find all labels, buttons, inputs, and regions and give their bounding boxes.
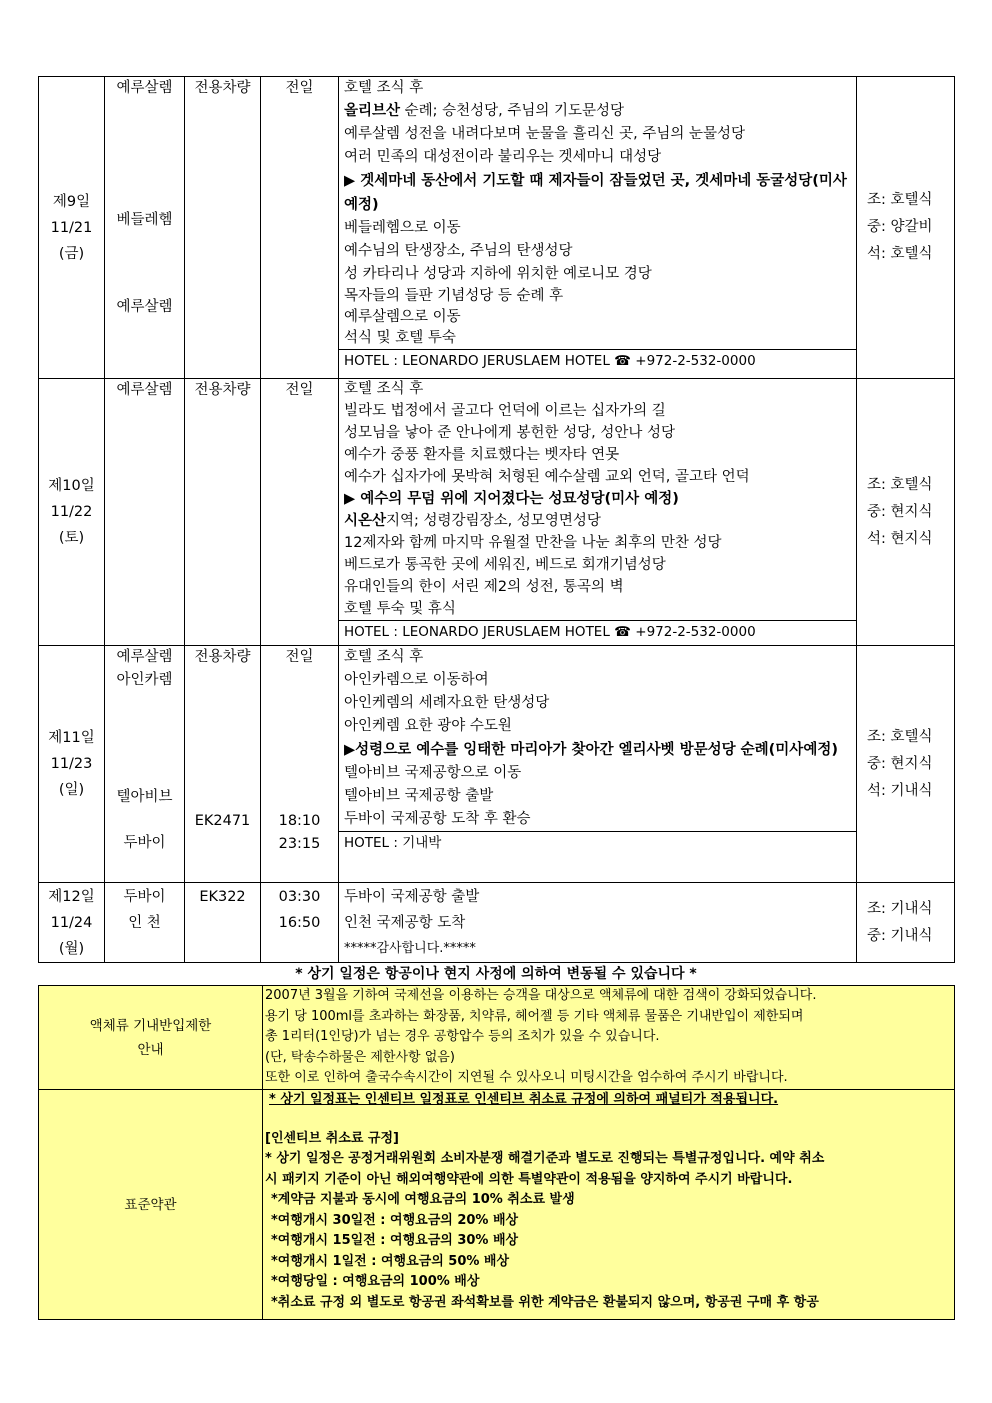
day-label: 제10일 bbox=[48, 478, 95, 494]
schedule-line: 목자들의 들판 기념성당 등 순례 후 bbox=[344, 288, 564, 304]
hotel-line: HOTEL : LEONARDO JERUSLAEM HOTEL ☎ +972-2-532-0000 bbox=[339, 349, 856, 372]
day-label: 제12일 bbox=[48, 888, 95, 905]
schedule-line: 석식 및 호텔 투숙 bbox=[344, 330, 456, 346]
schedule-line: 호텔 조식 후 bbox=[344, 80, 424, 96]
transport: 전용차량 bbox=[194, 649, 251, 665]
schedule-line: 성모님을 낳아 준 안나에게 봉헌한 성당, 성안나 성당 bbox=[344, 425, 676, 441]
itinerary-table bbox=[38, 76, 955, 963]
terms-line: * 상기 일정은 공정거래위원회 소비자분쟁 해결기준과 별도로 진행되는 특별규정입니다. 예약 취소 bbox=[265, 1151, 825, 1166]
place: 베들레헴 bbox=[116, 212, 173, 228]
meal-lunch: 중: 양갈비 bbox=[867, 219, 933, 235]
terms-label-cell bbox=[39, 1090, 263, 1320]
info-table bbox=[38, 985, 955, 1320]
hotel-line: HOTEL : LEONARDO JERUSLAEM HOTEL ☎ +972-2-532-0000 bbox=[339, 620, 856, 643]
day-cell bbox=[39, 77, 105, 379]
schedule-line: 호텔 조식 후 bbox=[344, 649, 424, 665]
meal-cell bbox=[857, 77, 955, 379]
schedule-line: 예수가 중풍 환자를 치료했다는 벳자타 연못 bbox=[344, 447, 620, 463]
time: 전일 bbox=[285, 382, 314, 398]
meal-dinner: 석: 기내식 bbox=[867, 782, 933, 799]
day-weekday: (금) bbox=[58, 245, 85, 262]
meal-breakfast: 조: 기내식 bbox=[867, 900, 933, 917]
schedule-line: 두바이 국제공항 도착 후 환승 bbox=[344, 811, 531, 827]
schedule-line: 두바이 국제공항 출발 bbox=[344, 889, 480, 905]
schedule-line: 예루살렘 성전을 내려다보며 눈물을 흘리신 곳, 주님의 눈물성당 bbox=[344, 126, 746, 142]
schedule-cell bbox=[339, 883, 857, 963]
terms-line: *여행개시 30일전 : 여행요금의 20% 배상 bbox=[271, 1212, 519, 1228]
meal-lunch: 중: 현지식 bbox=[867, 503, 933, 520]
day-weekday: (일) bbox=[58, 782, 85, 798]
day-weekday: (월) bbox=[58, 940, 85, 957]
flight-number: EK322 bbox=[199, 889, 246, 905]
liquid-line: 총 1리터(1인당)가 넘는 경우 공항압수 등의 조치가 있을 수 있습니다. bbox=[265, 1029, 660, 1044]
transport-cell bbox=[185, 646, 261, 883]
terms-line: *여행개시 1일전 : 여행요금의 50% 배상 bbox=[271, 1253, 510, 1269]
meal-cell bbox=[857, 646, 955, 883]
place: 예루살렘 bbox=[116, 649, 173, 665]
schedule-line: 올리브산 순례; 승천성당, 주님의 기도문성당 bbox=[344, 103, 625, 119]
meal-cell bbox=[857, 883, 955, 963]
time: 전일 bbox=[285, 80, 314, 96]
arrival-time: 16:50 bbox=[278, 915, 321, 931]
liquid-row bbox=[39, 986, 955, 1090]
day-label: 제9일 bbox=[52, 193, 91, 210]
schedule-change-notice: * 상기 일정은 항공이나 현지 사정에 의하여 변동될 수 있습니다 * bbox=[295, 966, 697, 982]
terms-line: *여행당일 : 여행요금의 100% 배상 bbox=[271, 1274, 480, 1289]
place: 예루살렘 bbox=[116, 80, 173, 96]
schedule-line: 예수가 십자가에 못박혀 처형된 예수살렘 교외 언덕, 골고타 언덕 bbox=[344, 469, 750, 485]
schedule-line: 12제자와 함께 마지막 유월절 만찬을 나눈 최후의 만찬 성당 bbox=[344, 535, 722, 551]
transport-cell bbox=[185, 379, 261, 646]
time-cell bbox=[261, 77, 339, 379]
schedule-line: 아인카렘으로 이동하여 bbox=[344, 672, 489, 688]
liquid-text-cell bbox=[263, 986, 955, 1090]
terms-headline: * 상기 일정표는 인센티브 일정표로 인센티브 취소료 규정에 의하여 패널티가 적용됩니다. bbox=[269, 1092, 779, 1107]
day-date: 11/22 bbox=[50, 504, 93, 520]
terms-section-title: [인센티브 취소료 규정] bbox=[265, 1130, 399, 1146]
departure-time: 03:30 bbox=[278, 889, 321, 905]
day-row bbox=[39, 77, 955, 379]
time: 전일 bbox=[285, 649, 314, 665]
arrival-time: 23:15 bbox=[278, 836, 321, 852]
meal-breakfast: 조: 호텔식 bbox=[867, 728, 933, 745]
schedule-line: 성 카타리나 성당과 지하에 위치한 예로니모 경당 bbox=[344, 266, 652, 282]
schedule-line: 아인케렘의 세례자요한 탄생성당 bbox=[344, 695, 550, 711]
terms-row bbox=[39, 1090, 955, 1320]
schedule-line: 인천 국제공항 도착 bbox=[344, 915, 466, 931]
schedule-line: 호텔 투숙 및 휴식 bbox=[344, 601, 456, 617]
schedule-line: 텔아비브 국제공항으로 이동 bbox=[344, 765, 522, 781]
place: 인 천 bbox=[128, 915, 161, 931]
place: 아인카렘 bbox=[116, 672, 173, 688]
meal-dinner: 석: 현지식 bbox=[867, 530, 933, 547]
transport: 전용차량 bbox=[194, 382, 251, 398]
flight-number: EK2471 bbox=[194, 813, 251, 829]
schedule-line: 아인케렘 요한 광야 수도원 bbox=[344, 718, 512, 734]
place-cell bbox=[105, 379, 185, 646]
schedule-line: 예루살렘으로 이동 bbox=[344, 309, 461, 325]
schedule-line: 호텔 조식 후 bbox=[344, 381, 424, 397]
day-date: 11/23 bbox=[50, 756, 93, 772]
terms-line: 시 패키지 기준이 아닌 해외여행약관에 의한 특별약관이 적용됨을 양지하여 주시기 바랍니다. bbox=[265, 1171, 793, 1187]
liquid-line: 용기 당 100ml를 초과하는 화장품, 치약류, 헤어젤 등 기타 액체류 물품은 기내반입이 제한되며 bbox=[265, 1008, 804, 1024]
place: 예루살렘 bbox=[116, 299, 173, 315]
schedule-line: 베드로가 통곡한 곳에 세워진, 베드로 회개기념성당 bbox=[344, 557, 666, 573]
schedule-line: 예수님의 탄생장소, 주님의 탄생성당 bbox=[344, 243, 573, 259]
meal-breakfast: 조: 호텔식 bbox=[867, 476, 933, 493]
day-weekday: (토) bbox=[58, 530, 85, 546]
place: 예루살렘 bbox=[116, 382, 173, 398]
time-cell bbox=[261, 646, 339, 883]
schedule-line: 베들레헴으로 이동 bbox=[344, 220, 461, 236]
day-cell bbox=[39, 379, 105, 646]
time-cell bbox=[261, 379, 339, 646]
place: 두바이 bbox=[123, 889, 166, 905]
transport: 전용차량 bbox=[194, 80, 251, 96]
day-row bbox=[39, 883, 955, 963]
schedule-cell bbox=[339, 379, 857, 646]
schedule-line: 빌라도 법정에서 골고다 언덕에 이르는 십자가의 길 bbox=[344, 403, 666, 419]
liquid-label: 액체류 기내반입제한 bbox=[89, 1017, 212, 1034]
meal-dinner: 석: 호텔식 bbox=[867, 246, 933, 262]
liquid-line: (단, 탁송수하물은 제한사항 없음) bbox=[265, 1049, 455, 1065]
transport-cell bbox=[185, 77, 261, 379]
itinerary-page bbox=[38, 76, 954, 1320]
liquid-line: 2007년 3월을 기하여 국제선을 이용하는 승객을 대상으로 액체류에 대한 검색이 강화되었습니다. bbox=[265, 988, 817, 1003]
terms-line: *취소료 규정 외 별도로 항공권 좌석확보를 위한 계약금은 환불되지 않으며, 항공권 구매 후 항공 bbox=[271, 1294, 819, 1310]
time-cell bbox=[261, 883, 339, 963]
schedule-line-highlight: ▶ 겟세마네 동산에서 기도할 때 제자들이 잠들었던 곳, 겟세마네 동굴성당(미사예정) bbox=[344, 173, 847, 213]
schedule-line: *****감사합니다.***** bbox=[344, 941, 476, 956]
schedule-line-highlight: ▶ 예수의 무덤 위에 지어졌다는 성묘성당(미사 예정) bbox=[344, 491, 679, 507]
liquid-label-cell bbox=[39, 986, 263, 1090]
place-cell bbox=[105, 77, 185, 379]
meal-breakfast: 조: 호텔식 bbox=[867, 192, 933, 208]
place-cell bbox=[105, 646, 185, 883]
place-cell bbox=[105, 883, 185, 963]
departure-time: 18:10 bbox=[278, 813, 321, 829]
schedule-cell bbox=[339, 77, 857, 379]
schedule-cell bbox=[339, 646, 857, 883]
day-label: 제11일 bbox=[48, 730, 95, 746]
liquid-label-sub: 안내 bbox=[137, 1041, 164, 1058]
terms-label: 표준약관 bbox=[124, 1196, 177, 1213]
hotel-line: HOTEL : 기내박 bbox=[339, 831, 856, 854]
day-row bbox=[39, 646, 955, 883]
day-date: 11/24 bbox=[50, 914, 93, 931]
terms-line: *여행개시 15일전 : 여행요금의 30% 배상 bbox=[271, 1233, 519, 1248]
schedule-line-highlight: ▶성령으로 예수를 잉태한 마리아가 찾아간 엘리사벳 방문성당 순례(미사예정) bbox=[344, 742, 838, 758]
liquid-line: 또한 이로 인하여 출국수속시간이 지연될 수 있사오니 미팅시간을 엄수하여 주시기 바랍니다. bbox=[265, 1070, 788, 1085]
transport-cell bbox=[185, 883, 261, 963]
schedule-line: 유대인들의 한이 서린 제2의 성전, 통곡의 벽 bbox=[344, 579, 624, 595]
schedule-line: 여러 민족의 대성전이라 불리우는 겟세마니 대성당 bbox=[344, 149, 662, 165]
schedule-line: 텔아비브 국제공항 출발 bbox=[344, 788, 494, 804]
day-row bbox=[39, 379, 955, 646]
day-date: 11/21 bbox=[50, 219, 93, 236]
meal-lunch: 중: 현지식 bbox=[867, 755, 933, 772]
terms-line: *계약금 지불과 동시에 여행요금의 10% 취소료 발생 bbox=[271, 1192, 575, 1207]
meal-lunch: 중: 기내식 bbox=[867, 927, 933, 944]
place: 두바이 bbox=[123, 835, 166, 851]
day-cell bbox=[39, 883, 105, 963]
schedule-line: 시온산지역; 성령강림장소, 성모영면성당 bbox=[344, 513, 601, 529]
terms-text-cell bbox=[263, 1090, 955, 1320]
meal-cell bbox=[857, 379, 955, 646]
day-cell bbox=[39, 646, 105, 883]
place: 텔아비브 bbox=[116, 789, 173, 805]
